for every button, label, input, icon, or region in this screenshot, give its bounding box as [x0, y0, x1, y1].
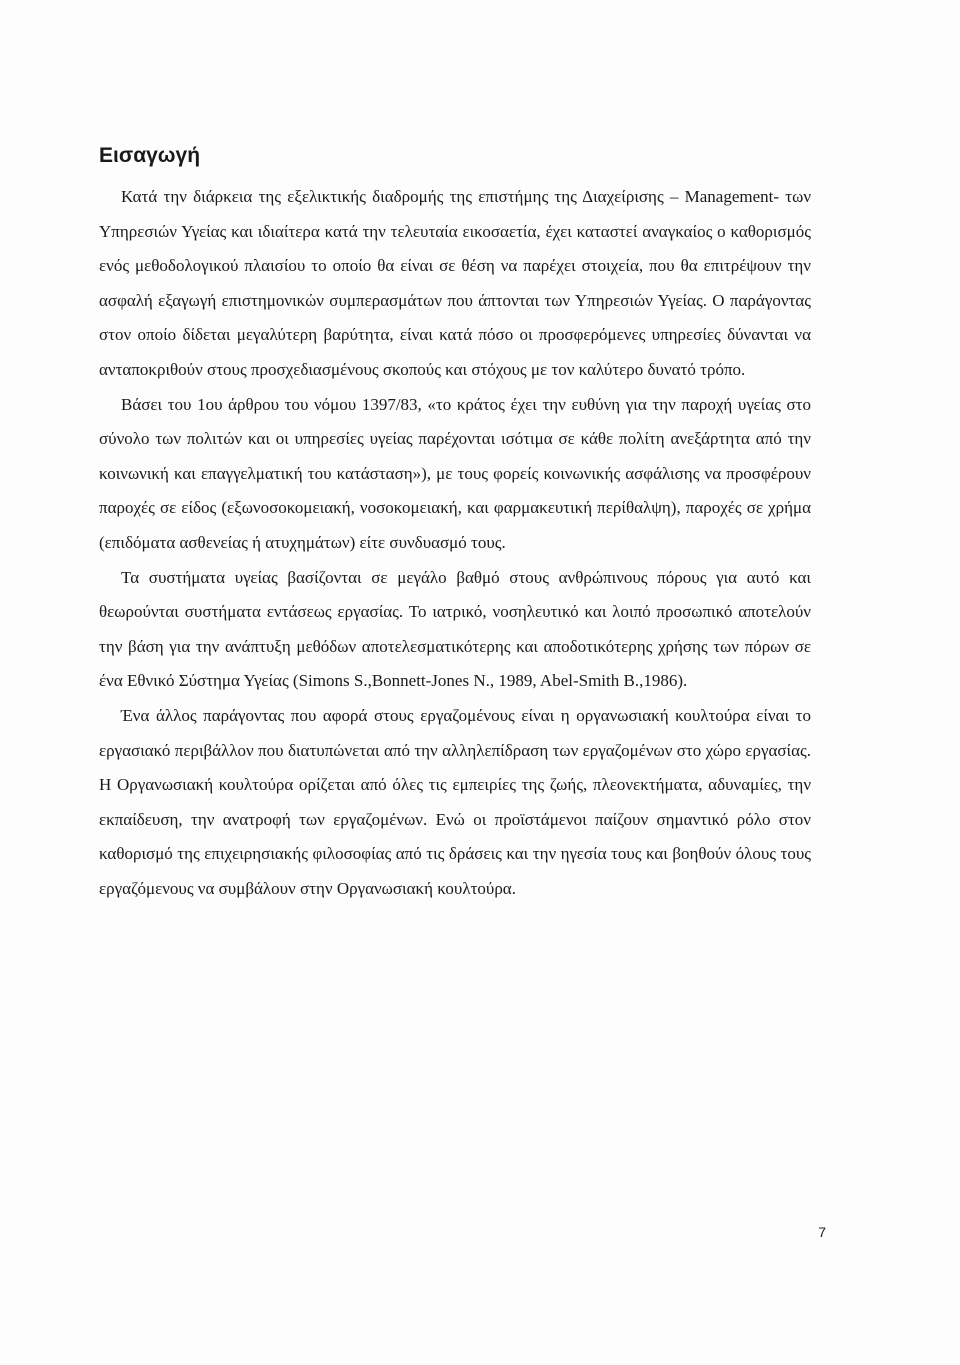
section-heading: Εισαγωγή: [99, 144, 201, 167]
paragraph-3: Τα συστήματα υγείας βασίζονται σε μεγάλο βαθμό στους ανθρώπινους πόρους για αυτό και θεωρούνται συστήματα εντάσεως εργασίας. Το ιατρικό, νοσηλευτικό και λοιπό προσωπικό αποτελούν την βάση για την ανάπτυξη μεθόδων αποτελεσματικότερης και αποδοτικότερης χρήσης των πόρων σε ένα Εθνικό Σύστημα Υγείας (Simons S.,Bonnett-Jones N., 1989, Abel-Smith B.,1986).: [99, 567, 811, 691]
paragraph-1: Κατά την διάρκεια της εξελικτικής διαδρομής της επιστήμης της Διαχείρισης – Management- των Υπηρεσιών Υγείας και ιδιαίτερα κατά την τελευταία εικοσαετία, έχει καταστεί αναγκαίος ο καθορισμός ενός μεθοδολογικού πλαισίου το οποίο θα είναι σε θέση να παρέχει στοιχεία, που θα επιτρέψουν την ασφαλή εξαγωγή επιστημονικών συμπερασμάτων που άπτονται των Υπηρεσιών Υγείας. Ο παράγοντας στον οποίο δίδεται μεγαλύτερη βαρύτητα, είναι κατά πόσο οι προσφερόμενες υπηρεσίες δύνανται να ανταποκριθούν στους προσχεδιασμένους σκοπούς και στόχους με τον καλύτερο δυνατό τρόπο.: [99, 187, 811, 379]
document-body: [99, 140, 811, 906]
paragraph-4: Ένα άλλος παράγοντας που αφορά στους εργαζομένους είναι η οργανωσιακή κουλτούρα είναι το εργασιακό περιβάλλον που διατυπώνεται από την αλληλεπίδραση των εργαζομένων στο χώρο εργασίας. Η Οργανωσιακή κουλτούρα ορίζεται από όλες τις εμπειρίες της ζωής, πλεονεκτήματα, αδυναμίες, την εκπαίδευση, την ανατροφή των εργαζομένων. Ενώ οι προϊστάμενοι παίζουν σημαντικό ρόλο στον καθορισμό της επιχειρησιακής φιλοσοφίας από τις δράσεις και την ηγεσία τους και βοηθούν όλους τους εργαζόμενους να συμβάλουν στην Οργανωσιακή κουλτούρα.: [99, 705, 811, 898]
paragraph-2: Βάσει του 1ου άρθρου του νόμου 1397/83, «το κράτος έχει την ευθύνη για την παροχή υγείας στο σύνολο των πολιτών και οι υπηρεσίες υγείας παρέχονται ισότιμα σε κάθε πολίτη ανεξάρτητα από την κοινωνική και επαγγελματική του κατάσταση»), με τους φορείς κοινωνικής ασφάλισης να προσφέρουν παροχές σε είδος (εξωνοσοκομειακή, νοσοκομειακή, και φαρμακευτική περίθαλψη), παροχές σε χρήμα (επιδόματα ασθενείας ή ατυχημάτων) είτε συνδυασμό τους.: [99, 394, 811, 552]
page-number: 7: [818, 1224, 826, 1240]
